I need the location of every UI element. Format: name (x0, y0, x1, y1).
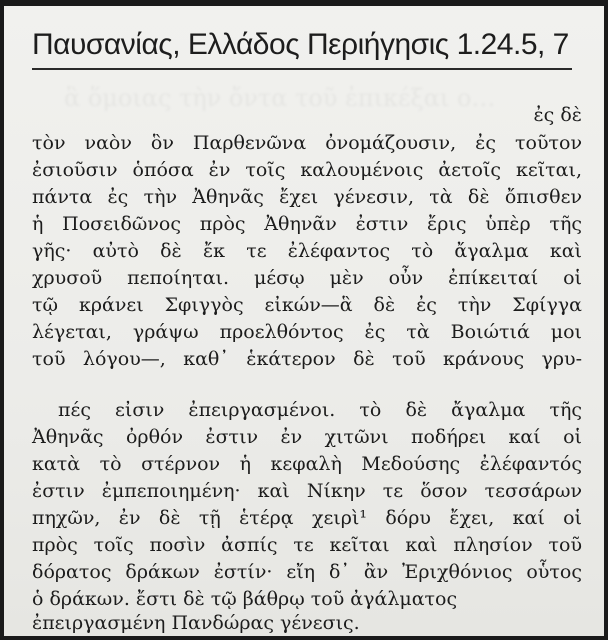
text-line: τῷ κράνει Σφιγγὸς εἰκών—ἃ δὲ ἐς τὴν Σφίγγα (32, 294, 582, 316)
text-line: ἐς δὲ (533, 104, 582, 126)
text-line: δόρατος δράκων ἐστίν· εἴη δ᾽ ἂν Ἐριχθόνιος οὗτος (32, 561, 582, 583)
text-line: πές εἰσιν ἐπειργασμένοι. τὸ δὲ ἄγαλμα τῆς (58, 399, 582, 421)
text-line: τοῦ λόγου—, καθ᾽ ἑκάτερον δὲ τοῦ κράνους γρυ- (32, 348, 582, 370)
text-line: ἐστιν ἐμπεποιημένη· καὶ Νίκην τε ὅσον τεσσάρων (32, 480, 582, 502)
text-line: πρὸς τοῖς ποσὶν ἀσπίς τε κεῖται καὶ πλησίον τοῦ (32, 534, 582, 556)
text-line: πάντα ἐς τὴν Ἀθηνᾶς ἔχει γένεσιν, τὰ δὲ ὄπισθεν (32, 186, 582, 208)
text-line: κατὰ τὸ στέρνον ἡ κεφαλὴ Μεδούσης ἐλέφαντός (32, 453, 582, 475)
title-underline (32, 68, 572, 70)
text-line: λέγεται, γράψω προελθόντος ἐς τὰ Βοιώτιά μοι (32, 321, 582, 343)
text-line: τὸν ναὸν ὃν Παρθενῶνα ὀνομάζουσιν, ἐς τοῦτον (32, 132, 582, 154)
text-line: χρυσοῦ πεποίηται. μέσῳ μὲν οὖν ἐπίκειταί οἱ (32, 267, 582, 289)
text-line: ὁ δράκων. ἔστι δὲ τῷ βάθρῳ τοῦ ἀγάλματος (32, 588, 458, 610)
bleed-through-text: ἃ ὅμοιας τὴν ὄντα τοῦ ἐπικέξαι ο… (64, 84, 496, 112)
text-line: ἐσιοῦσιν ὁπόσα ἐν τοῖς καλουμένοις ἀετοῖς κεῖται, (32, 159, 582, 181)
text-line: ἐπειργασμένη Πανδώρας γένεσις. (32, 612, 360, 634)
text-line: γῆς· αὐτὸ δὲ ἔκ τε ἐλέφαντος τὸ ἄγαλμα καὶ (32, 240, 582, 262)
text-line: Ἀθηνᾶς ὀρθόν ἐστιν ἐν χιτῶνι ποδήρει καί οἱ (32, 426, 582, 448)
text-line: πηχῶν, ἐν δὲ τῇ ἑτέρᾳ χειρὶ¹ δόρυ ἔχει, καί οἱ (32, 507, 582, 529)
text-line: ἡ Ποσειδῶνος πρὸς Ἀθηνᾶν ἐστιν ἔρις ὑπὲρ τῆς (32, 213, 582, 235)
document-page (4, 6, 604, 636)
page-title: Παυσανίας, Ελλάδος Περιήγησις 1.24.5, 7 (32, 28, 569, 61)
